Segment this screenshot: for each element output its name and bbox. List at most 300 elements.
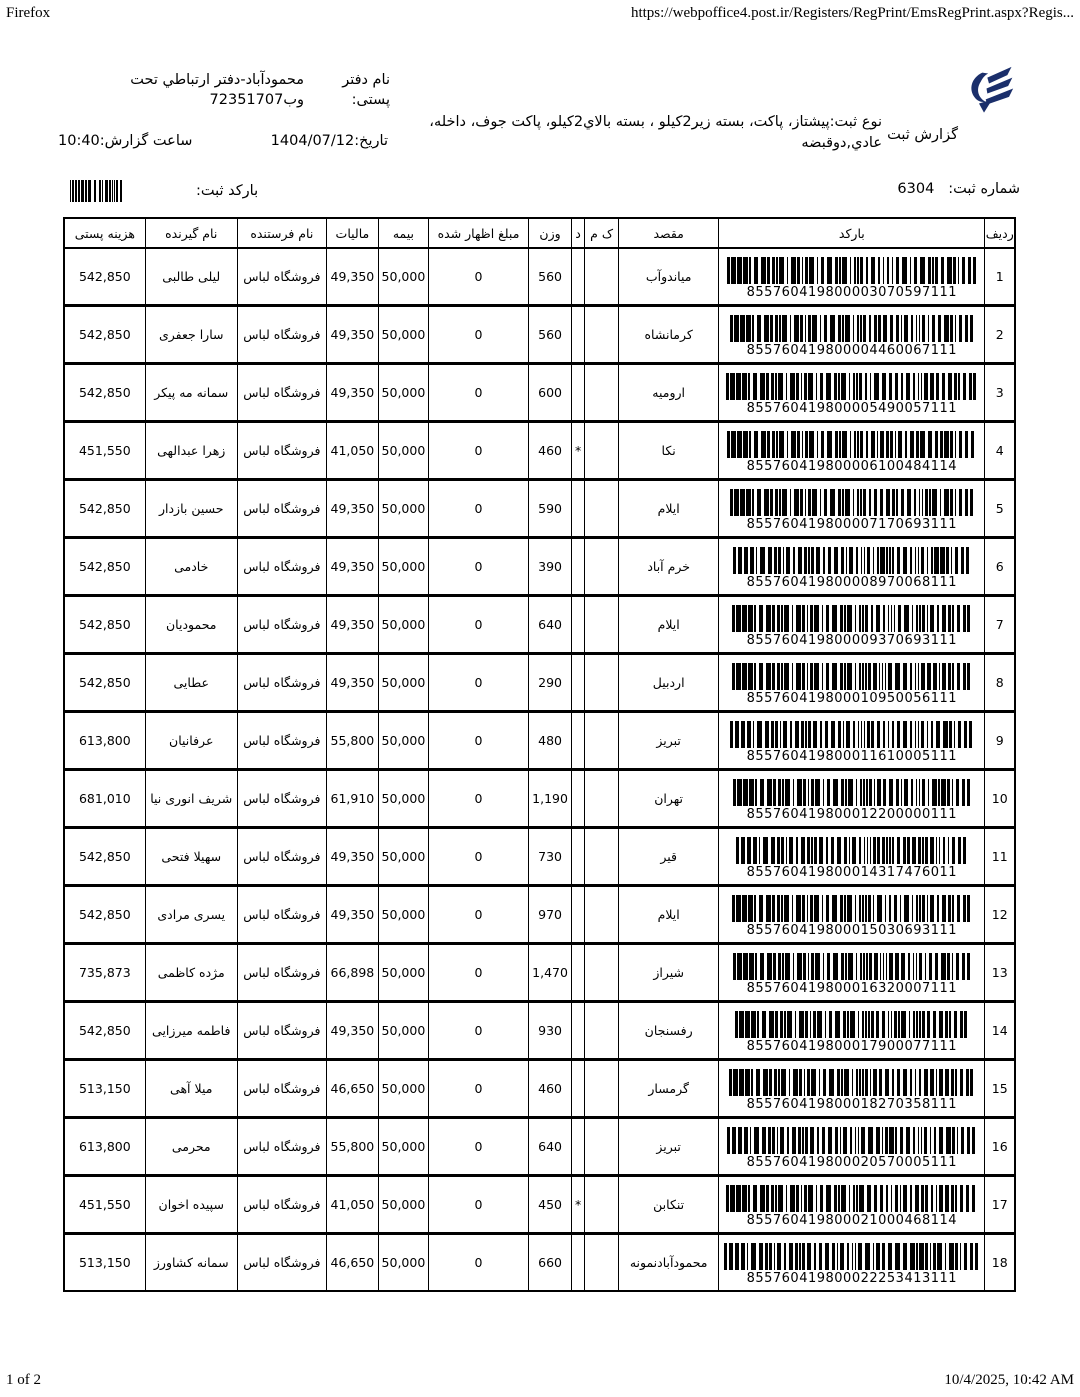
cell-receiver-name: لیلی طالبی: [145, 248, 237, 306]
cell-row-number: 3: [985, 364, 1015, 422]
cell-sender-name: فروشگاه لباس: [237, 1118, 326, 1176]
cell-weight: 290: [529, 654, 572, 712]
cell-receiver-name: سمانه کشاورز: [145, 1234, 237, 1292]
cell-d: [572, 364, 585, 422]
office-name-value: محمودآباد-دفتر ارتباطي تحت وب72351707: [130, 72, 304, 109]
cell-insurance: 50,000: [378, 770, 428, 828]
cell-row-number: 8: [985, 654, 1015, 712]
cell-destination: ارومیه: [619, 364, 719, 422]
cell-row-number: 1: [985, 248, 1015, 306]
table-row: [64, 364, 1015, 422]
cell-declared-amount: 0: [428, 828, 528, 886]
barcode-number: 855760419800012200000111: [746, 806, 958, 822]
cell-insurance: 50,000: [378, 886, 428, 944]
cell-tax: 49,350: [326, 538, 378, 596]
cell-receiver-name: سهیلا فتحی: [145, 828, 237, 886]
cell-destination: خرم آباد: [619, 538, 719, 596]
cell-barcode: [719, 538, 985, 596]
cell-barcode: [719, 944, 985, 1002]
registration-barcode-label: بارکد ثبت:: [196, 183, 259, 199]
cell-receiver-name: زهرا عبدالهی: [145, 422, 237, 480]
cell-declared-amount: 0: [428, 1176, 528, 1234]
cell-barcode: [719, 306, 985, 364]
cell-postal-cost: 451,550: [64, 422, 145, 480]
cell-insurance: 50,000: [378, 422, 428, 480]
cell-insurance: 50,000: [378, 1118, 428, 1176]
cell-receiver-name: شریف انوری نیا: [145, 770, 237, 828]
cell-postal-cost: 681,010: [64, 770, 145, 828]
cell-destination: تبریز: [619, 1118, 719, 1176]
cell-row-number: 18: [985, 1234, 1015, 1292]
cell-receiver-name: سارا جعفری: [145, 306, 237, 364]
cell-km: [585, 770, 619, 828]
cell-km: [585, 1060, 619, 1118]
cell-destination: ایلام: [619, 480, 719, 538]
table-row: [64, 1234, 1015, 1292]
cell-d: [572, 596, 585, 654]
barcode-number: 855760419800018270358111: [746, 1096, 958, 1112]
cell-declared-amount: 0: [428, 654, 528, 712]
cell-sender-name: فروشگاه لباس: [237, 1060, 326, 1118]
cell-km: [585, 1176, 619, 1234]
print-page-footer: [6, 1372, 1074, 1389]
cell-weight: 560: [529, 306, 572, 364]
table-row: [64, 828, 1015, 886]
cell-d: [572, 306, 585, 364]
cell-destination: نکا: [619, 422, 719, 480]
cell-d: *: [572, 422, 585, 480]
cell-row-number: 12: [985, 886, 1015, 944]
cell-row-number: 17: [985, 1176, 1015, 1234]
cell-sender-name: فروشگاه لباس: [237, 1002, 326, 1060]
cell-d: [572, 886, 585, 944]
cell-barcode: [719, 654, 985, 712]
cell-barcode: [719, 422, 985, 480]
cell-postal-cost: 513,150: [64, 1234, 145, 1292]
cell-sender-name: فروشگاه لباس: [237, 944, 326, 1002]
cell-tax: 55,800: [326, 712, 378, 770]
barcode-number: 855760419800022253413111: [746, 1270, 958, 1286]
col-header-insurance: بیمه: [378, 218, 428, 248]
registration-number-value: 6304: [897, 181, 935, 197]
cell-insurance: 50,000: [378, 654, 428, 712]
cell-weight: 640: [529, 596, 572, 654]
reg-barcode-image: [70, 180, 125, 202]
cell-tax: 66,898: [326, 944, 378, 1002]
barcode-image: [719, 721, 984, 748]
cell-declared-amount: 0: [428, 248, 528, 306]
cell-tax: 49,350: [326, 596, 378, 654]
cell-weight: 390: [529, 538, 572, 596]
cell-d: [572, 1060, 585, 1118]
cell-barcode: [719, 248, 985, 306]
barcode-image: [719, 431, 984, 458]
cell-receiver-name: حسین بازدار: [145, 480, 237, 538]
cell-sender-name: فروشگاه لباس: [237, 886, 326, 944]
cell-postal-cost: 542,850: [64, 538, 145, 596]
cell-tax: 49,350: [326, 364, 378, 422]
col-header-destination: مقصد: [619, 218, 719, 248]
cell-tax: 46,650: [326, 1234, 378, 1292]
cell-sender-name: فروشگاه لباس: [237, 306, 326, 364]
table-row: [64, 538, 1015, 596]
cell-postal-cost: 542,850: [64, 364, 145, 422]
cell-receiver-name: میلا آهی: [145, 1060, 237, 1118]
table-row: [64, 248, 1015, 306]
cell-barcode: [719, 1118, 985, 1176]
cell-row-number: 2: [985, 306, 1015, 364]
cell-postal-cost: 613,800: [64, 712, 145, 770]
cell-sender-name: فروشگاه لباس: [237, 480, 326, 538]
cell-declared-amount: 0: [428, 306, 528, 364]
cell-tax: 41,050: [326, 422, 378, 480]
cell-postal-cost: 542,850: [64, 480, 145, 538]
table-row: [64, 1060, 1015, 1118]
cell-row-number: 6: [985, 538, 1015, 596]
cell-declared-amount: 0: [428, 712, 528, 770]
cell-d: [572, 538, 585, 596]
cell-d: [572, 248, 585, 306]
barcode-image: [719, 1243, 984, 1270]
cell-sender-name: فروشگاه لباس: [237, 596, 326, 654]
cell-postal-cost: 542,850: [64, 248, 145, 306]
cell-barcode: [719, 712, 985, 770]
print-datetime: 10/4/2025, 10:42 AM: [944, 1372, 1074, 1388]
cell-declared-amount: 0: [428, 944, 528, 1002]
col-header-km: ک م: [585, 218, 619, 248]
col-header-declared-amount: مبلغ اظهار شده: [428, 218, 528, 248]
cell-declared-amount: 0: [428, 480, 528, 538]
barcode-image: [719, 895, 984, 922]
barcode-image: [719, 953, 984, 980]
cell-destination: کرمانشاه: [619, 306, 719, 364]
table-row: [64, 1118, 1015, 1176]
cell-tax: 41,050: [326, 1176, 378, 1234]
cell-insurance: 50,000: [378, 828, 428, 886]
cell-km: [585, 828, 619, 886]
cell-barcode: [719, 886, 985, 944]
cell-d: [572, 654, 585, 712]
cell-declared-amount: 0: [428, 1118, 528, 1176]
barcode-number: 855760419800008970068111: [746, 574, 958, 590]
cell-destination: میاندوآب: [619, 248, 719, 306]
barcode-image: [719, 1069, 984, 1096]
datetime-line: [58, 133, 388, 149]
cell-d: [572, 1118, 585, 1176]
cell-postal-cost: 542,850: [64, 306, 145, 364]
table-row: [64, 480, 1015, 538]
cell-weight: 460: [529, 422, 572, 480]
cell-weight: 590: [529, 480, 572, 538]
cell-receiver-name: عطایی: [145, 654, 237, 712]
cell-destination: شیراز: [619, 944, 719, 1002]
browser-name: Firefox: [6, 5, 51, 21]
col-header-sender-name: نام فرستنده: [237, 218, 326, 248]
barcode-number: 855760419800017900077111: [746, 1038, 958, 1054]
table-row: [64, 886, 1015, 944]
cell-barcode: [719, 1234, 985, 1292]
cell-row-number: 10: [985, 770, 1015, 828]
cell-km: [585, 364, 619, 422]
col-header-barcode: بارکد: [719, 218, 985, 248]
report-date: تاریخ:1404/07/12: [270, 133, 388, 149]
cell-insurance: 50,000: [378, 306, 428, 364]
barcode-number: 855760419800011610005111: [746, 748, 958, 764]
cell-receiver-name: یسری مرادی: [145, 886, 237, 944]
cell-row-number: 16: [985, 1118, 1015, 1176]
cell-declared-amount: 0: [428, 364, 528, 422]
cell-weight: 600: [529, 364, 572, 422]
cell-row-number: 4: [985, 422, 1015, 480]
cell-postal-cost: 613,800: [64, 1118, 145, 1176]
cell-tax: 49,350: [326, 654, 378, 712]
barcode-image: [719, 1127, 984, 1154]
table-body: [64, 248, 1015, 1291]
cell-row-number: 11: [985, 828, 1015, 886]
cell-weight: 640: [529, 1118, 572, 1176]
cell-weight: 1,190: [529, 770, 572, 828]
cell-km: [585, 306, 619, 364]
barcode-number: 855760419800006100484114: [746, 458, 958, 474]
cell-tax: 46,650: [326, 1060, 378, 1118]
cell-sender-name: فروشگاه لباس: [237, 654, 326, 712]
cell-km: [585, 1002, 619, 1060]
cell-sender-name: فروشگاه لباس: [237, 538, 326, 596]
cell-receiver-name: سپیده اخوان: [145, 1176, 237, 1234]
table-row: [64, 1002, 1015, 1060]
cell-receiver-name: محمودیان: [145, 596, 237, 654]
col-header-postal-cost: هزینه پستی: [64, 218, 145, 248]
table-row: [64, 306, 1015, 364]
cell-destination: گرمسار: [619, 1060, 719, 1118]
cell-receiver-name: محرمی: [145, 1118, 237, 1176]
cell-d: [572, 770, 585, 828]
cell-destination: محمودآبادنمونه: [619, 1234, 719, 1292]
cell-d: [572, 480, 585, 538]
barcode-number: 855760419800015030693111: [746, 922, 958, 938]
barcode-number: 855760419800016320007111: [746, 980, 958, 996]
cell-receiver-name: فاطمه میرزایی: [145, 1002, 237, 1060]
cell-declared-amount: 0: [428, 422, 528, 480]
cell-barcode: [719, 1176, 985, 1234]
table-row: [64, 654, 1015, 712]
cell-sender-name: فروشگاه لباس: [237, 770, 326, 828]
cell-postal-cost: 542,850: [64, 1002, 145, 1060]
cell-sender-name: فروشگاه لباس: [237, 828, 326, 886]
cell-sender-name: فروشگاه لباس: [237, 1234, 326, 1292]
cell-weight: 450: [529, 1176, 572, 1234]
cell-insurance: 50,000: [378, 1234, 428, 1292]
report-title: گزارش ثبت: [887, 127, 958, 143]
cell-postal-cost: 542,850: [64, 828, 145, 886]
cell-destination: تبریز: [619, 712, 719, 770]
cell-postal-cost: 451,550: [64, 1176, 145, 1234]
barcode-image: [719, 779, 984, 806]
cell-km: [585, 422, 619, 480]
barcode-number: 855760419800014317476011: [746, 864, 958, 880]
registration-type-text: نوع ثبت:پیشتاز، پاکت، بسته زیر2کیلو ، بسته بالاي2کیلو، پاکت جوف، داخله، عادي,دوقبضه: [429, 114, 882, 152]
cell-row-number: 9: [985, 712, 1015, 770]
cell-postal-cost: 735,873: [64, 944, 145, 1002]
cell-sender-name: فروشگاه لباس: [237, 422, 326, 480]
cell-barcode: [719, 364, 985, 422]
cell-postal-cost: 542,850: [64, 886, 145, 944]
cell-weight: 730: [529, 828, 572, 886]
col-header-d: د: [572, 218, 585, 248]
cell-destination: ایلام: [619, 886, 719, 944]
cell-insurance: 50,000: [378, 364, 428, 422]
cell-barcode: [719, 596, 985, 654]
cell-sender-name: فروشگاه لباس: [237, 712, 326, 770]
col-header-weight: وزن: [529, 218, 572, 248]
barcode-number: 855760419800020570005111: [746, 1154, 958, 1170]
cell-km: [585, 480, 619, 538]
table-row: [64, 596, 1015, 654]
report-time: ساعت گزارش:10:40: [58, 133, 193, 149]
cell-insurance: 50,000: [378, 480, 428, 538]
office-block: [58, 70, 390, 111]
barcode-number: 855760419800021000468114: [746, 1212, 958, 1228]
cell-tax: 61,910: [326, 770, 378, 828]
cell-tax: 49,350: [326, 306, 378, 364]
table-row: [64, 770, 1015, 828]
cell-barcode: [719, 828, 985, 886]
cell-weight: 460: [529, 1060, 572, 1118]
cell-d: [572, 1234, 585, 1292]
cell-km: [585, 538, 619, 596]
cell-d: *: [572, 1176, 585, 1234]
cell-weight: 560: [529, 248, 572, 306]
registrations-table: [63, 217, 1016, 1292]
barcode-image: [719, 489, 984, 516]
barcode-number: 855760419800007170693111: [746, 516, 958, 532]
cell-destination: تنکابن: [619, 1176, 719, 1234]
cell-row-number: 15: [985, 1060, 1015, 1118]
registration-number-line: [897, 181, 1020, 197]
cell-declared-amount: 0: [428, 886, 528, 944]
table-row: [64, 422, 1015, 480]
cell-km: [585, 596, 619, 654]
cell-sender-name: فروشگاه لباس: [237, 1176, 326, 1234]
cell-destination: قیر: [619, 828, 719, 886]
cell-declared-amount: 0: [428, 1002, 528, 1060]
cell-declared-amount: 0: [428, 770, 528, 828]
cell-row-number: 13: [985, 944, 1015, 1002]
barcode-number: 855760419800010950056111: [746, 690, 958, 706]
cell-destination: تهران: [619, 770, 719, 828]
col-header-tax: مالیات: [326, 218, 378, 248]
barcode-image: [719, 837, 984, 864]
barcode-number: 855760419800004460067111: [746, 342, 958, 358]
cell-weight: 930: [529, 1002, 572, 1060]
table-row: [64, 1176, 1015, 1234]
cell-destination: اردبیل: [619, 654, 719, 712]
cell-row-number: 5: [985, 480, 1015, 538]
barcode-image: [719, 373, 984, 400]
cell-receiver-name: مژده کاظمی: [145, 944, 237, 1002]
cell-d: [572, 1002, 585, 1060]
barcode-image: [719, 663, 984, 690]
cell-insurance: 50,000: [378, 248, 428, 306]
cell-destination: رفسنجان: [619, 1002, 719, 1060]
cell-insurance: 50,000: [378, 944, 428, 1002]
cell-tax: 49,350: [326, 480, 378, 538]
barcode-number: 855760419800005490057111: [746, 400, 958, 416]
cell-insurance: 50,000: [378, 538, 428, 596]
col-header-receiver-name: نام گیرنده: [145, 218, 237, 248]
barcode-image: [719, 605, 984, 632]
cell-km: [585, 654, 619, 712]
cell-row-number: 14: [985, 1002, 1015, 1060]
cell-barcode: [719, 1002, 985, 1060]
cell-km: [585, 1234, 619, 1292]
cell-tax: 49,350: [326, 886, 378, 944]
cell-insurance: 50,000: [378, 596, 428, 654]
table-row: [64, 712, 1015, 770]
cell-postal-cost: 513,150: [64, 1060, 145, 1118]
cell-row-number: 7: [985, 596, 1015, 654]
cell-receiver-name: سمانه مه پیکر: [145, 364, 237, 422]
cell-tax: 55,800: [326, 1118, 378, 1176]
registration-number-label: شماره ثبت:: [948, 181, 1020, 197]
page-url: https://webpoffice4.post.ir/Registers/RegPrint/EmsRegPrint.aspx?Regis...: [630, 5, 1074, 21]
cell-destination: ایلام: [619, 596, 719, 654]
cell-declared-amount: 0: [428, 1234, 528, 1292]
cell-d: [572, 828, 585, 886]
cell-d: [572, 944, 585, 1002]
barcode-number: 855760419800003070597111: [746, 284, 958, 300]
cell-barcode: [719, 770, 985, 828]
cell-sender-name: فروشگاه لباس: [237, 364, 326, 422]
cell-declared-amount: 0: [428, 1060, 528, 1118]
iran-post-logo-icon: [964, 64, 1014, 118]
cell-postal-cost: 542,850: [64, 654, 145, 712]
barcode-image: [719, 315, 984, 342]
cell-weight: 1,470: [529, 944, 572, 1002]
cell-declared-amount: 0: [428, 538, 528, 596]
cell-weight: 660: [529, 1234, 572, 1292]
cell-km: [585, 944, 619, 1002]
cell-barcode: [719, 1060, 985, 1118]
cell-declared-amount: 0: [428, 596, 528, 654]
barcode-number: 855760419800009370693111: [746, 632, 958, 648]
cell-km: [585, 1118, 619, 1176]
cell-weight: 970: [529, 886, 572, 944]
cell-insurance: 50,000: [378, 1176, 428, 1234]
print-page-header: [6, 5, 1074, 22]
barcode-image: [719, 547, 984, 574]
page-count: 1 of 2: [6, 1372, 41, 1388]
cell-d: [572, 712, 585, 770]
table-header-row: [64, 218, 1015, 248]
barcode-image: [719, 1011, 984, 1038]
cell-insurance: 50,000: [378, 712, 428, 770]
cell-weight: 480: [529, 712, 572, 770]
cell-sender-name: فروشگاه لباس: [237, 248, 326, 306]
cell-km: [585, 712, 619, 770]
cell-tax: 49,350: [326, 828, 378, 886]
cell-receiver-name: عرفانیان: [145, 712, 237, 770]
col-header-row-number: ردیف: [985, 218, 1015, 248]
cell-tax: 49,350: [326, 248, 378, 306]
cell-km: [585, 248, 619, 306]
table-row: [64, 944, 1015, 1002]
cell-tax: 49,350: [326, 1002, 378, 1060]
barcode-image: [719, 1185, 984, 1212]
barcode-image: [719, 257, 984, 284]
cell-receiver-name: خادمی: [145, 538, 237, 596]
cell-postal-cost: 542,850: [64, 596, 145, 654]
